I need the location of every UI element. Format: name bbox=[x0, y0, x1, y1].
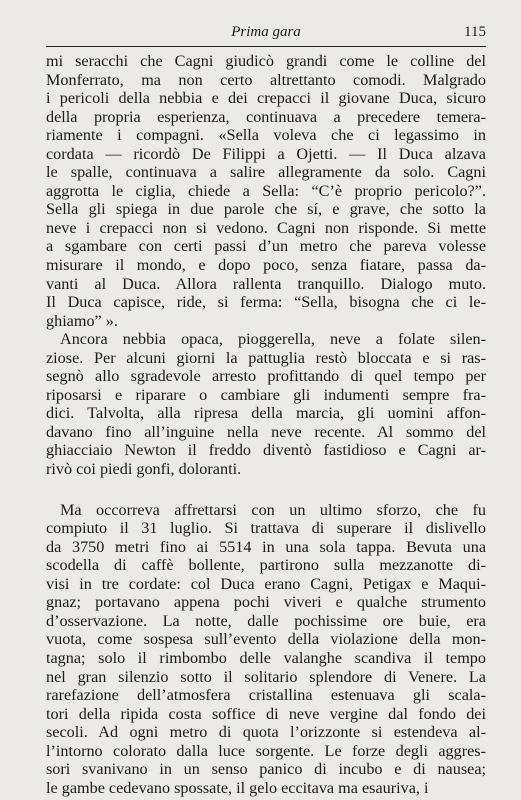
text-line: vanti al Duca. Allora rallenta tranquillo. Dialogo muto. bbox=[46, 274, 486, 293]
text-line: visi in tre cordate: col Duca erano Cagni, Petigax e Maqui- bbox=[46, 574, 486, 593]
text-line: ghiacciaio Newton il freddo diventò fastidioso e Cagni ar- bbox=[46, 441, 486, 460]
text-line: riposarsi e riparare o cambiare gli indumenti sempre fra- bbox=[46, 385, 486, 404]
paragraph bbox=[46, 501, 486, 798]
text-line: misurare il mondo, e dopo poco, senza fiatare, passa da- bbox=[46, 256, 486, 275]
text-line: tagna; solo il rimbombo delle valanghe scandiva il tempo bbox=[46, 648, 486, 667]
text-line: ghiamo” ». bbox=[46, 311, 118, 330]
text-line: a sgambare con certi passi d’un metro che pareva volesse bbox=[46, 237, 486, 256]
text-line: Il Duca capisce, ride, si ferma: “Sella, bisogna che ci le- bbox=[46, 293, 486, 312]
text-line: cordata — ricordò De Filippi a Ojetti. — Il Duca alzava bbox=[46, 144, 486, 163]
text-line: secoli. Ad ogni metro di quota l’orizzonte si estendeva al- bbox=[46, 723, 486, 742]
text-line: Monferrato, ma non certo altrettanto comodi. Malgrado bbox=[46, 70, 486, 89]
text-line: sori svanivano in un senso panico di incubo e di nausea; bbox=[46, 760, 486, 779]
text-line: compiuto il 31 luglio. Si trattava di superare il dislivello bbox=[46, 519, 486, 538]
text-line: Sella gli spiega in due parole che sí, e grave, che sotto la bbox=[46, 200, 486, 219]
text-line: della propria esperienza, continuava a precedere temera- bbox=[46, 107, 486, 126]
text-line: mi seracchi che Cagni giudicò grandi come le colline del bbox=[46, 52, 486, 70]
text-line: rarefazione dell’atmosfera cristallina estenuava gli scala- bbox=[46, 686, 486, 705]
text-line: Ma occorreva affrettarsi con un ultimo sforzo, che fu bbox=[60, 500, 486, 519]
text-line: segnò allo sgradevole arresto profittando di quel tempo per bbox=[46, 367, 486, 386]
running-title: Prima gara bbox=[231, 24, 301, 40]
text-line: dici. Talvolta, alla ripresa della marcia, gli uomini affon- bbox=[46, 404, 486, 423]
text-line: neve i crepacci non si vedono. Cagni non risponde. Si mette bbox=[46, 218, 486, 237]
text-line: gnaz; portavano appena pochi viveri e qualche strumento bbox=[46, 593, 486, 612]
text-line: vuota, come sospesa sull’evento della violazione della mon- bbox=[46, 630, 486, 649]
text-line: tori della ripida costa soffice di neve vergine dal fondo dei bbox=[46, 704, 486, 723]
text-line: le spalle, continuava a salire allegramente da solo. Cagni bbox=[46, 163, 486, 182]
text-line: nel gran silenzio sotto il solitario splendore di Venere. La bbox=[46, 667, 486, 686]
text-line: riamente i compagni. «Sella voleva che ci legassimo in bbox=[46, 126, 486, 145]
text-line: da 3750 metri fino ai 5514 in una sola tappa. Bevuta una bbox=[46, 537, 486, 556]
text-line: Ancora nebbia opaca, pioggerella, neve a folate silen- bbox=[60, 330, 486, 349]
paragraph bbox=[46, 330, 486, 478]
page-number: 115 bbox=[464, 24, 486, 40]
text-line: scodella di caffè bollente, partirono sulla mezzanotte di- bbox=[46, 556, 486, 575]
text-line: l’intorno colorato dalla luce sorgente. Le forze degli aggres- bbox=[46, 741, 486, 760]
body-text bbox=[46, 52, 486, 797]
text-line: rivò coi piedi gonfi, doloranti. bbox=[46, 460, 242, 479]
text-line: le gambe cedevano spossate, il gelo eccitava ma esauriva, i bbox=[46, 778, 429, 797]
paragraph-gap bbox=[46, 479, 486, 501]
paragraph bbox=[46, 52, 486, 330]
text-line: davano fino all’inguine nella neve recente. Al sommo del bbox=[46, 422, 486, 441]
text-line: ziose. Per alcuni giorni la pattuglia restò bloccata e si ras- bbox=[46, 348, 486, 367]
page-header bbox=[46, 22, 486, 47]
text-line: i pericoli della nebbia e dei crepacci il giovane Duca, sicuro bbox=[46, 89, 486, 108]
text-line: aggrotta le ciglia, chiede a Sella: “C’è proprio pericolo?”. bbox=[46, 181, 486, 200]
text-line: d’osservazione. La notte, dalle pochissime ore buie, era bbox=[46, 611, 486, 630]
